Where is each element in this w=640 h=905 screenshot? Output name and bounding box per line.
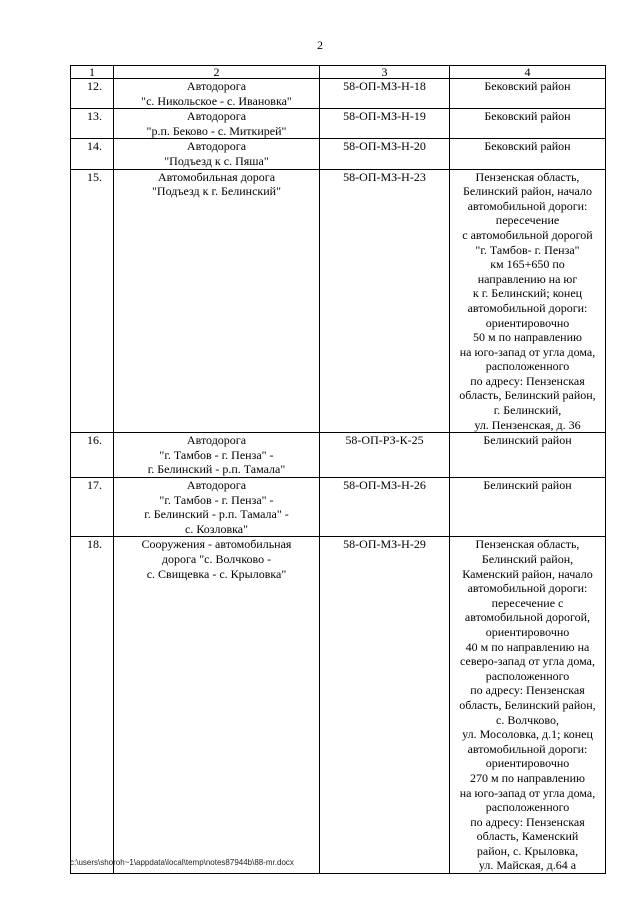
row-number: 17. bbox=[71, 478, 114, 537]
location-cell bbox=[450, 169, 606, 433]
location-line: автомобильной дороги: bbox=[467, 198, 588, 213]
location-line: 270 м по направлению bbox=[470, 770, 585, 785]
road-code-cell: 58-ОП-РЗ-К-25 bbox=[320, 433, 450, 478]
road-name-line: "с. Никольское - с. Ивановка" bbox=[141, 93, 292, 108]
location-line: область, Белинский район, bbox=[459, 697, 596, 712]
location-line: расположенного bbox=[485, 800, 570, 815]
road-name-line: с. Свищевка - с. Крыловка" bbox=[146, 566, 287, 581]
road-name-line: "г. Тамбов - г. Пенза" - bbox=[159, 492, 274, 507]
road-name-line: "Подъезд к с. Пяша" bbox=[164, 153, 269, 168]
road-name-line: "Подъезд к г. Белинский" bbox=[152, 184, 281, 199]
location-cell bbox=[450, 109, 606, 139]
location-line: автомобильной дороги: bbox=[467, 300, 588, 315]
location-line: направлению на юг bbox=[477, 271, 578, 286]
header-col-2: 2 bbox=[114, 66, 320, 79]
road-name-line: с. Козловка" bbox=[185, 521, 248, 536]
location-line: ориентировочно bbox=[485, 756, 570, 771]
row-number: 14. bbox=[71, 139, 114, 169]
road-code-cell: 58-ОП-МЗ-Н-20 bbox=[320, 139, 450, 169]
location-line: Бековский район bbox=[484, 109, 571, 124]
location-line: северо-запад от угла дома, bbox=[460, 654, 595, 669]
location-line: автомобильной дороги: bbox=[467, 581, 588, 596]
location-line: км 165+650 по bbox=[490, 257, 565, 272]
location-line: Бековский район bbox=[484, 79, 571, 93]
location-cell bbox=[450, 79, 606, 109]
road-name-cell bbox=[114, 169, 320, 433]
location-line: "г. Тамбов- г. Пенза" bbox=[475, 242, 580, 257]
location-line: к г. Белинский; конец bbox=[472, 286, 583, 301]
row-number: 15. bbox=[71, 169, 114, 433]
location-line: расположенного bbox=[485, 359, 570, 374]
location-cell bbox=[450, 478, 606, 537]
location-line: ориентировочно bbox=[485, 624, 570, 639]
road-name-line: Сооружения - автомобильная bbox=[141, 537, 292, 552]
header-col-1: 1 bbox=[71, 66, 114, 79]
road-name-cell bbox=[114, 433, 320, 478]
location-line: пересечение с bbox=[491, 595, 564, 610]
location-line: 40 м по направлению на bbox=[465, 639, 590, 654]
row-number: 13. bbox=[71, 109, 114, 139]
road-code-cell: 58-ОП-МЗ-Н-29 bbox=[320, 537, 450, 874]
road-name-cell bbox=[114, 79, 320, 109]
location-line: Пензенская область, bbox=[475, 169, 580, 184]
table-row bbox=[71, 139, 606, 169]
road-code-cell: 58-ОП-МЗ-Н-26 bbox=[320, 478, 450, 537]
road-name-line: дорога "с. Волчково - bbox=[161, 552, 272, 566]
row-number: 12. bbox=[71, 79, 114, 109]
road-code-cell: 58-ОП-МЗ-Н-19 bbox=[320, 109, 450, 139]
road-name-cell bbox=[114, 478, 320, 537]
road-name-line: Автодорога bbox=[186, 139, 247, 154]
location-line: автомобильной дорогой, bbox=[464, 610, 591, 625]
table-row bbox=[71, 537, 606, 874]
page-number: 2 bbox=[317, 38, 323, 52]
location-line: автомобильной дороги: bbox=[467, 741, 588, 756]
road-name-line: Автодорога bbox=[186, 109, 247, 124]
location-line: район, с. Крыловка, bbox=[476, 843, 579, 858]
location-line: ориентировочно bbox=[485, 315, 570, 330]
location-line: с автомобильной дорогой bbox=[462, 227, 593, 242]
header-col-3: 3 bbox=[320, 66, 450, 79]
location-line: Белинский район bbox=[483, 433, 572, 448]
table-header-row bbox=[71, 66, 606, 79]
table-row bbox=[71, 109, 606, 139]
location-line: 50 м по направлению bbox=[473, 330, 582, 345]
location-line: с. Волчково, bbox=[496, 712, 559, 727]
road-name-line: Автомобильная дорога bbox=[157, 169, 276, 184]
table-row bbox=[71, 79, 606, 109]
table-row bbox=[71, 478, 606, 537]
header-col-4: 4 bbox=[450, 66, 606, 79]
location-cell bbox=[450, 433, 606, 478]
location-line: по адресу: Пензенская bbox=[470, 373, 585, 388]
location-line: ул. Пензенская, д. 36 bbox=[474, 417, 581, 432]
location-line: Белинский район, bbox=[481, 552, 574, 566]
row-number: 18. bbox=[71, 537, 114, 874]
location-line: Каменский район, начало bbox=[462, 566, 593, 581]
location-line: Бековский район bbox=[484, 139, 571, 154]
location-line: по адресу: Пензенская bbox=[470, 683, 585, 698]
location-line: Белинский район, начало bbox=[463, 184, 592, 199]
location-line: Пензенская область, bbox=[475, 537, 580, 552]
footer-file-path: c:\users\shoroh~1\appdata\local\temp\notes87944b\88-mr.docx bbox=[70, 858, 294, 867]
roads-table bbox=[70, 65, 606, 874]
location-line: по адресу: Пензенская bbox=[470, 814, 585, 829]
location-line: ул. Майская, д.64 а bbox=[478, 858, 577, 873]
road-code-cell: 58-ОП-МЗ-Н-23 bbox=[320, 169, 450, 433]
location-line: на юго-запад от угла дома, bbox=[459, 344, 596, 359]
road-name-line: г. Белинский - р.п. Тамала" bbox=[147, 462, 286, 477]
location-line: область, Белинский район, bbox=[459, 388, 596, 403]
road-name-cell bbox=[114, 139, 320, 169]
location-line: пересечение bbox=[495, 213, 560, 228]
road-name-line: Автодорога bbox=[186, 79, 247, 93]
road-name-cell bbox=[114, 109, 320, 139]
road-code-cell: 58-ОП-МЗ-Н-18 bbox=[320, 79, 450, 109]
location-line: Белинский район bbox=[483, 478, 572, 493]
road-name-line: Автодорога bbox=[186, 478, 247, 493]
location-line: г. Белинский, bbox=[493, 403, 562, 418]
location-line: ул. Мосоловка, д.1; конец bbox=[462, 727, 593, 742]
road-name-cell bbox=[114, 537, 320, 874]
table-row bbox=[71, 433, 606, 478]
table-row bbox=[71, 169, 606, 433]
location-cell bbox=[450, 139, 606, 169]
location-line: область, Каменский bbox=[476, 829, 579, 844]
road-name-line: г. Белинский - р.п. Тамала" - bbox=[144, 507, 289, 522]
road-name-line: "р.п. Беково - с. Миткирей" bbox=[146, 123, 287, 138]
location-cell bbox=[450, 537, 606, 874]
location-line: расположенного bbox=[485, 668, 570, 683]
row-number: 16. bbox=[71, 433, 114, 478]
road-name-line: Автодорога bbox=[186, 433, 247, 448]
road-name-line: "г. Тамбов - г. Пенза" - bbox=[159, 447, 274, 462]
location-line: на юго-запад от угла дома, bbox=[459, 785, 596, 800]
